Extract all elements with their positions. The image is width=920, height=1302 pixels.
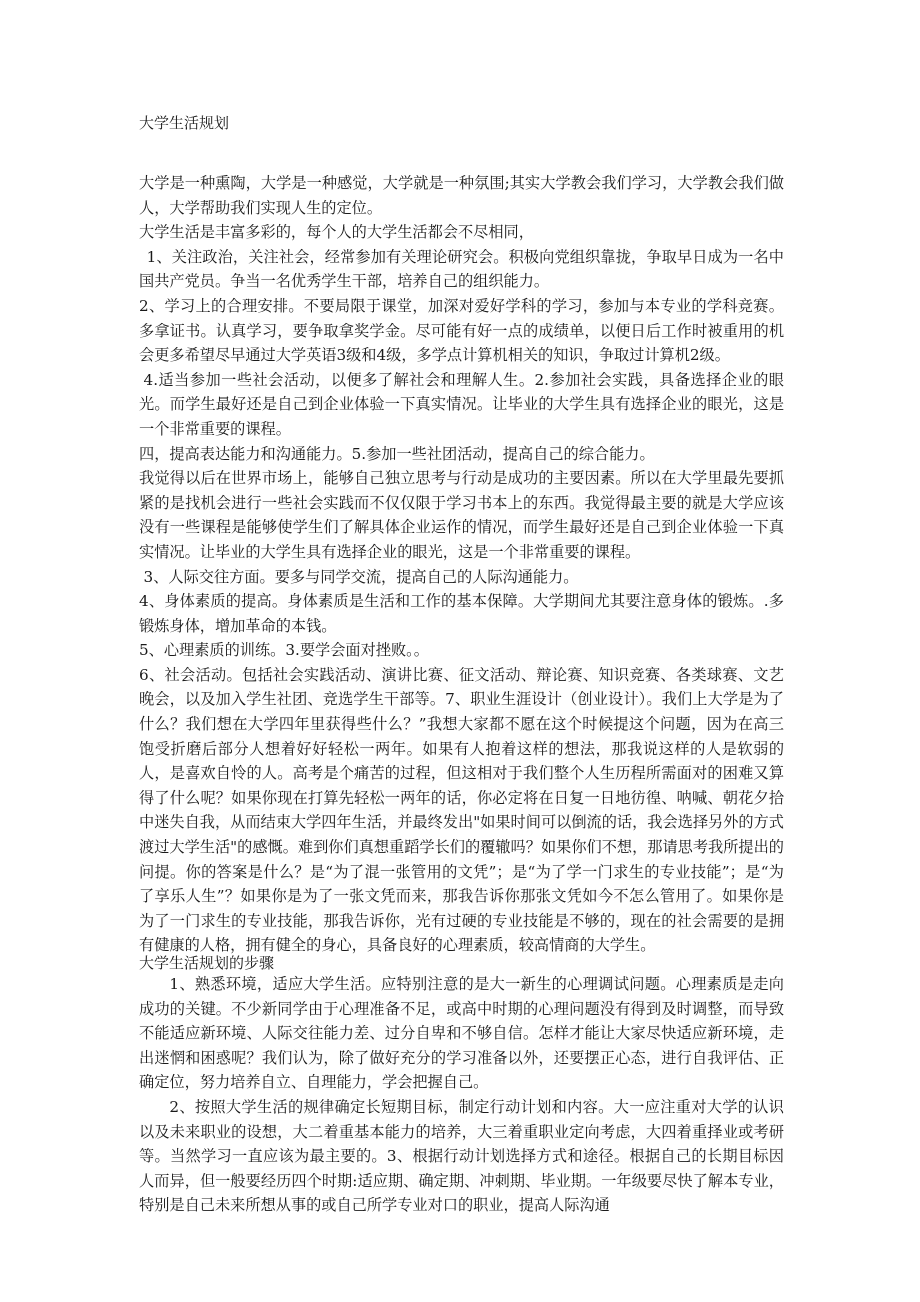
step-paragraph-2: 2、按照大学生活的规律确定长短期目标，制定行动计划和内容。大一应注重对大学的认识以及未来职业的设想，大二着重基本能力的培养，大三着重职业定向考虑，大四着重择业或考研等。当然学习一直应该为最主要的。3、根据行动计划选择方式和途径。根据自己的长期目标因人而异，但一般要经历四个时期:适应期、确定期、冲刺期、毕业期。一年级要尽快了解本专业，特别是自己未来所想从事的或自己所学专业对口的职业，提高人际沟通 <box>139 1097 784 1215</box>
paragraph-item-physical: 4、身体素质的提高。身体素质是生活和工作的基本保障。大学期间尤其要注意身体的锻炼。.多锻炼身体，增加革命的本钱。 <box>139 592 784 635</box>
paragraph-variety: 大学生活是丰富多彩的，每个人的大学生活都会不尽相同， <box>139 223 534 242</box>
paragraph-item-mental: 5、心理素质的训练。3.要学会面对挫败。。 <box>139 641 429 660</box>
paragraph-item-3: 3、人际交往方面。要多与同学交流，提高自己的人际沟通能力。 <box>143 567 579 586</box>
paragraph-intro: 大学是一种熏陶，大学是一种感觉，大学就是一种氛围;其实大学教会我们学习，大学教会我们做人，大学帮助我们实现人生的定位。 <box>139 174 784 217</box>
document-title: 大学生活规划 <box>139 114 230 132</box>
paragraph-item-2: 2、学习上的合理安排。不要局限于课堂，加深对爱好学科的学习，参加与本专业的学科竞赛。多拿证书。认真学习，要争取拿奖学金。尽可能有好一点的成绩单，以便日后工作时被重用的机会更多希望尽早通过大学英语3级和4级，多学点计算机相关的知识，争取过计算机2级。 <box>139 296 784 365</box>
paragraph-item-four: 四，提高表达能力和沟通能力。5.参加一些社团活动，提高自己的综合能力。 <box>139 444 655 463</box>
document-body <box>139 171 784 958</box>
paragraph-item-1: 1、关注政治，关注社会，经常参加有关理论研究会。积极向党组织靠拢，争取早日成为一名中国共产党员。争当一名优秀学生干部，培养自己的组织能力。 <box>139 247 784 291</box>
steps-section-title: 大学生活规划的步骤 <box>139 954 275 972</box>
step-paragraph-1: 1、熟悉环境，适应大学生活。应特别注意的是大一新生的心理调试问题。心理素质是走向成功的关键。不少新同学由于心理准备不足，或高中时期的心理问题没有得到及时调整，而导致不能适应新环境、人际交往能力差、过分自卑和不够自信。怎样才能让大家尽快适应新环境，走出迷惘和困惑呢？我们认为，除了做好充分的学习准备以外，还要摆正心态，进行自我评估、正确定位，努力培养自立、自理能力，学会把握自己。 <box>139 975 784 1092</box>
paragraph-item-social: 6、社会活动。包括社会实践活动、演讲比赛、征文活动、辩论赛、知识竞赛、各类球赛、文艺晚会，以及加入学生社团、竞选学生干部等。7、职业生涯设计（创业设计）。我们上大学是为了什么？我们想在大学四年里获得些什么？”我想大家都不愿在这个时候提这个问题，因为在高三饱受折磨后部分人想着好好轻松一两年。如果有人抱着这样的想法，那我说这样的人是软弱的人，是喜欢自怜的人。高考是个痛苦的过程，但这相对于我们整个人生历程所需面对的困难又算得了什么呢？如果你现在打算先轻松一两年的话，你必定将在日复一日地彷徨、呐喊、朝花夕拾中迷失自我，从而结束大学四年生活，并最终发出"如果时间可以倒流的话，我会选择另外的方式渡过大学生活"的感慨。难到你们真想重蹈学长们的覆辙吗？如果你们不想，那请思考我所提出的问提。你的答案是什么？是“为了混一张管用的文凭”；是“为了学一门求生的专业技能”；是“为了享乐人生”？如果你是为了一张文凭而来，那我告诉你那张文凭如今不怎么管用了。如果你是为了一门求生的专业技能，那我告诉你，光有过硬的专业技能是不够的，现在的社会需要的是拥有健康的人格，拥有健全的身心，具备良好的心理素质，较高情商的大学生。 <box>139 665 784 955</box>
steps-body <box>139 972 784 1218</box>
paragraph-opinion: 我觉得以后在世界市场上，能够自己独立思考与行动是成功的主要因素。所以在大学里最先要抓紧的是找机会进行一些社会实践而不仅仅限于学习书本上的东西。我觉得最主要的就是大学应该没有一些课程是能够使学生们了解具体企业运作的情况，而学生最好还是自己到企业体验一下真实情况。让毕业的大学生具有选择企业的眼光，这是一个非常重要的课程。 <box>139 469 784 561</box>
paragraph-item-4: 4.适当参加一些社会活动，以便多了解社会和理解人生。2.参加社会实践，具备选择企业的眼光。而学生最好还是自己到企业体验一下真实情况。让毕业的大学生具有选择企业的眼光，这是一个非常重要的课程。 <box>139 370 784 438</box>
